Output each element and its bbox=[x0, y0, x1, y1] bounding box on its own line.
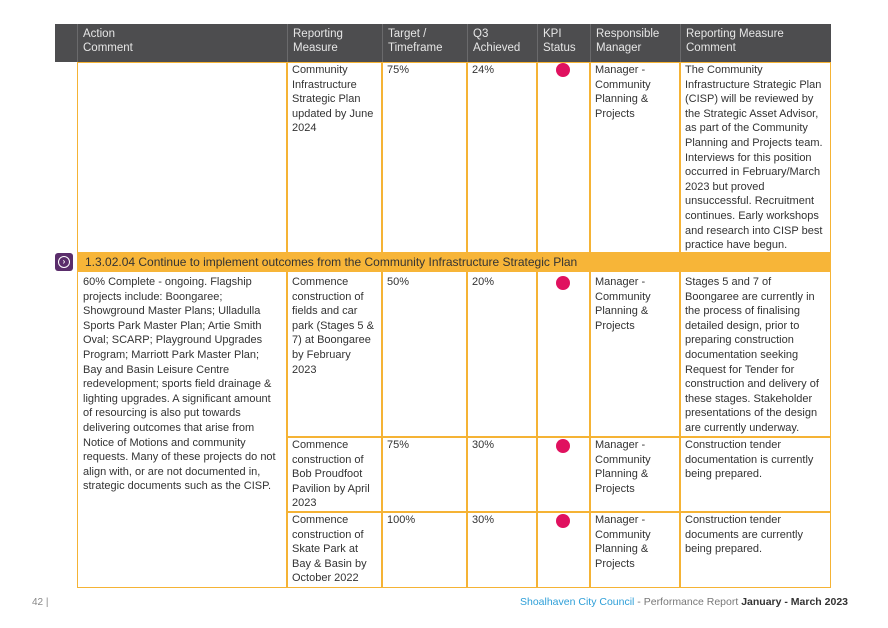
page-number: 42 | bbox=[32, 597, 49, 608]
kpi-status-red-indicator bbox=[556, 439, 570, 453]
footer-report: - Performance Report bbox=[634, 596, 742, 608]
target-cell: 100% bbox=[387, 514, 416, 526]
achieved-cell: 30% bbox=[472, 514, 495, 526]
comment-cell: Construction tender documentation is currently being prepared. bbox=[685, 439, 814, 481]
kpi-status-red-indicator bbox=[556, 63, 570, 77]
header-target: Target / Timeframe bbox=[382, 24, 467, 62]
divider bbox=[536, 272, 538, 588]
target-cell: 50% bbox=[387, 276, 410, 288]
achieved-cell: 20% bbox=[472, 276, 495, 288]
reporting-measure-cell: Community Infrastructure Strategic Plan updated by June 2024 bbox=[292, 64, 374, 135]
header-kpi-status: KPI Status bbox=[537, 24, 590, 62]
reporting-measure-cell: Commence construction of Bob Proudfoot Pavilion by April 2023 bbox=[292, 439, 370, 510]
footer-period: January - March 2023 bbox=[741, 596, 848, 608]
footer-title bbox=[520, 596, 848, 608]
manager-cell: Manager - Community Planning & Projects bbox=[595, 439, 651, 495]
header-reporting-measure: Reporting Measure bbox=[287, 24, 382, 62]
target-cell: 75% bbox=[387, 64, 410, 76]
header-q3-achieved: Q3 Achieved bbox=[467, 24, 537, 62]
section-title: 1.3.02.04 Continue to implement outcomes from the Community Infrastructure Strategic Plan bbox=[77, 252, 831, 272]
divider bbox=[466, 272, 468, 588]
manager-cell: Manager - Community Planning & Projects bbox=[595, 514, 651, 570]
footer-org: Shoalhaven City Council bbox=[519, 596, 635, 608]
header-responsible-manager: Responsible Manager bbox=[590, 24, 680, 62]
header-strip bbox=[55, 24, 77, 62]
header-action-comment: Action Comment bbox=[77, 24, 287, 62]
divider bbox=[466, 62, 468, 252]
manager-cell: Manager - Community Planning & Projects bbox=[595, 64, 651, 120]
kpi-status-red-indicator bbox=[556, 514, 570, 528]
comment-cell: Construction tender documents are currently being prepared. bbox=[685, 514, 803, 556]
divider bbox=[381, 272, 383, 588]
target-cell: 75% bbox=[387, 439, 410, 451]
header-reporting-comment: Reporting Measure Comment bbox=[680, 24, 831, 62]
table-header bbox=[55, 24, 831, 62]
manager-cell: Manager - Community Planning & Projects bbox=[595, 276, 651, 332]
divider bbox=[536, 62, 538, 252]
comment-cell: The Community Infrastructure Strategic Plan (CISP) will be reviewed by the Strategic Asset Advisor, as part of the Community Planning and Projects team. Interviews for this position occurred in February/March 2023 but proved unsuccessful. Recruitment continues. Early workshops and research into CISP best practice have begun. bbox=[685, 64, 823, 252]
action-comment-cell: 60% Complete - ongoing. Flagship projects include: Boongaree; Showground Master Plans; Ulladulla Sports Park Master Plan; Artie Smith Oval; SCARP; Playground Upgrades Program; Marriott Park Master Plan; Bay and Basin Leisure Centre redevelopment; sports field drainage & lighting upgrades. A significant amount of resourcing is also put towards delivering outcomes that arise from Notice of Motions and community requests. Many of these projects do not align with, or are not documented in, strategic documents such as the CISP. bbox=[83, 276, 276, 493]
achieved-cell: 24% bbox=[472, 64, 495, 76]
kpi-status-red-indicator bbox=[556, 276, 570, 290]
reporting-measure-cell: Commence construction of fields and car park (Stages 5 & 7) at Boongaree by February 2023 bbox=[292, 276, 374, 376]
comment-cell: Stages 5 and 7 of Boongaree are currently in the process of finalising detailed design, prior to preparing construction documentation seeking Request for Tender for construction and delivery of these stages. Stakeholder presentations of the design are currently underway. bbox=[685, 276, 819, 434]
divider bbox=[381, 62, 383, 252]
reporting-measure-cell: Commence construction of Skate Park at Bay & Basin by October 2022 bbox=[292, 514, 367, 585]
achieved-cell: 30% bbox=[472, 439, 495, 451]
expand-arrow-icon[interactable]: › bbox=[55, 253, 73, 271]
